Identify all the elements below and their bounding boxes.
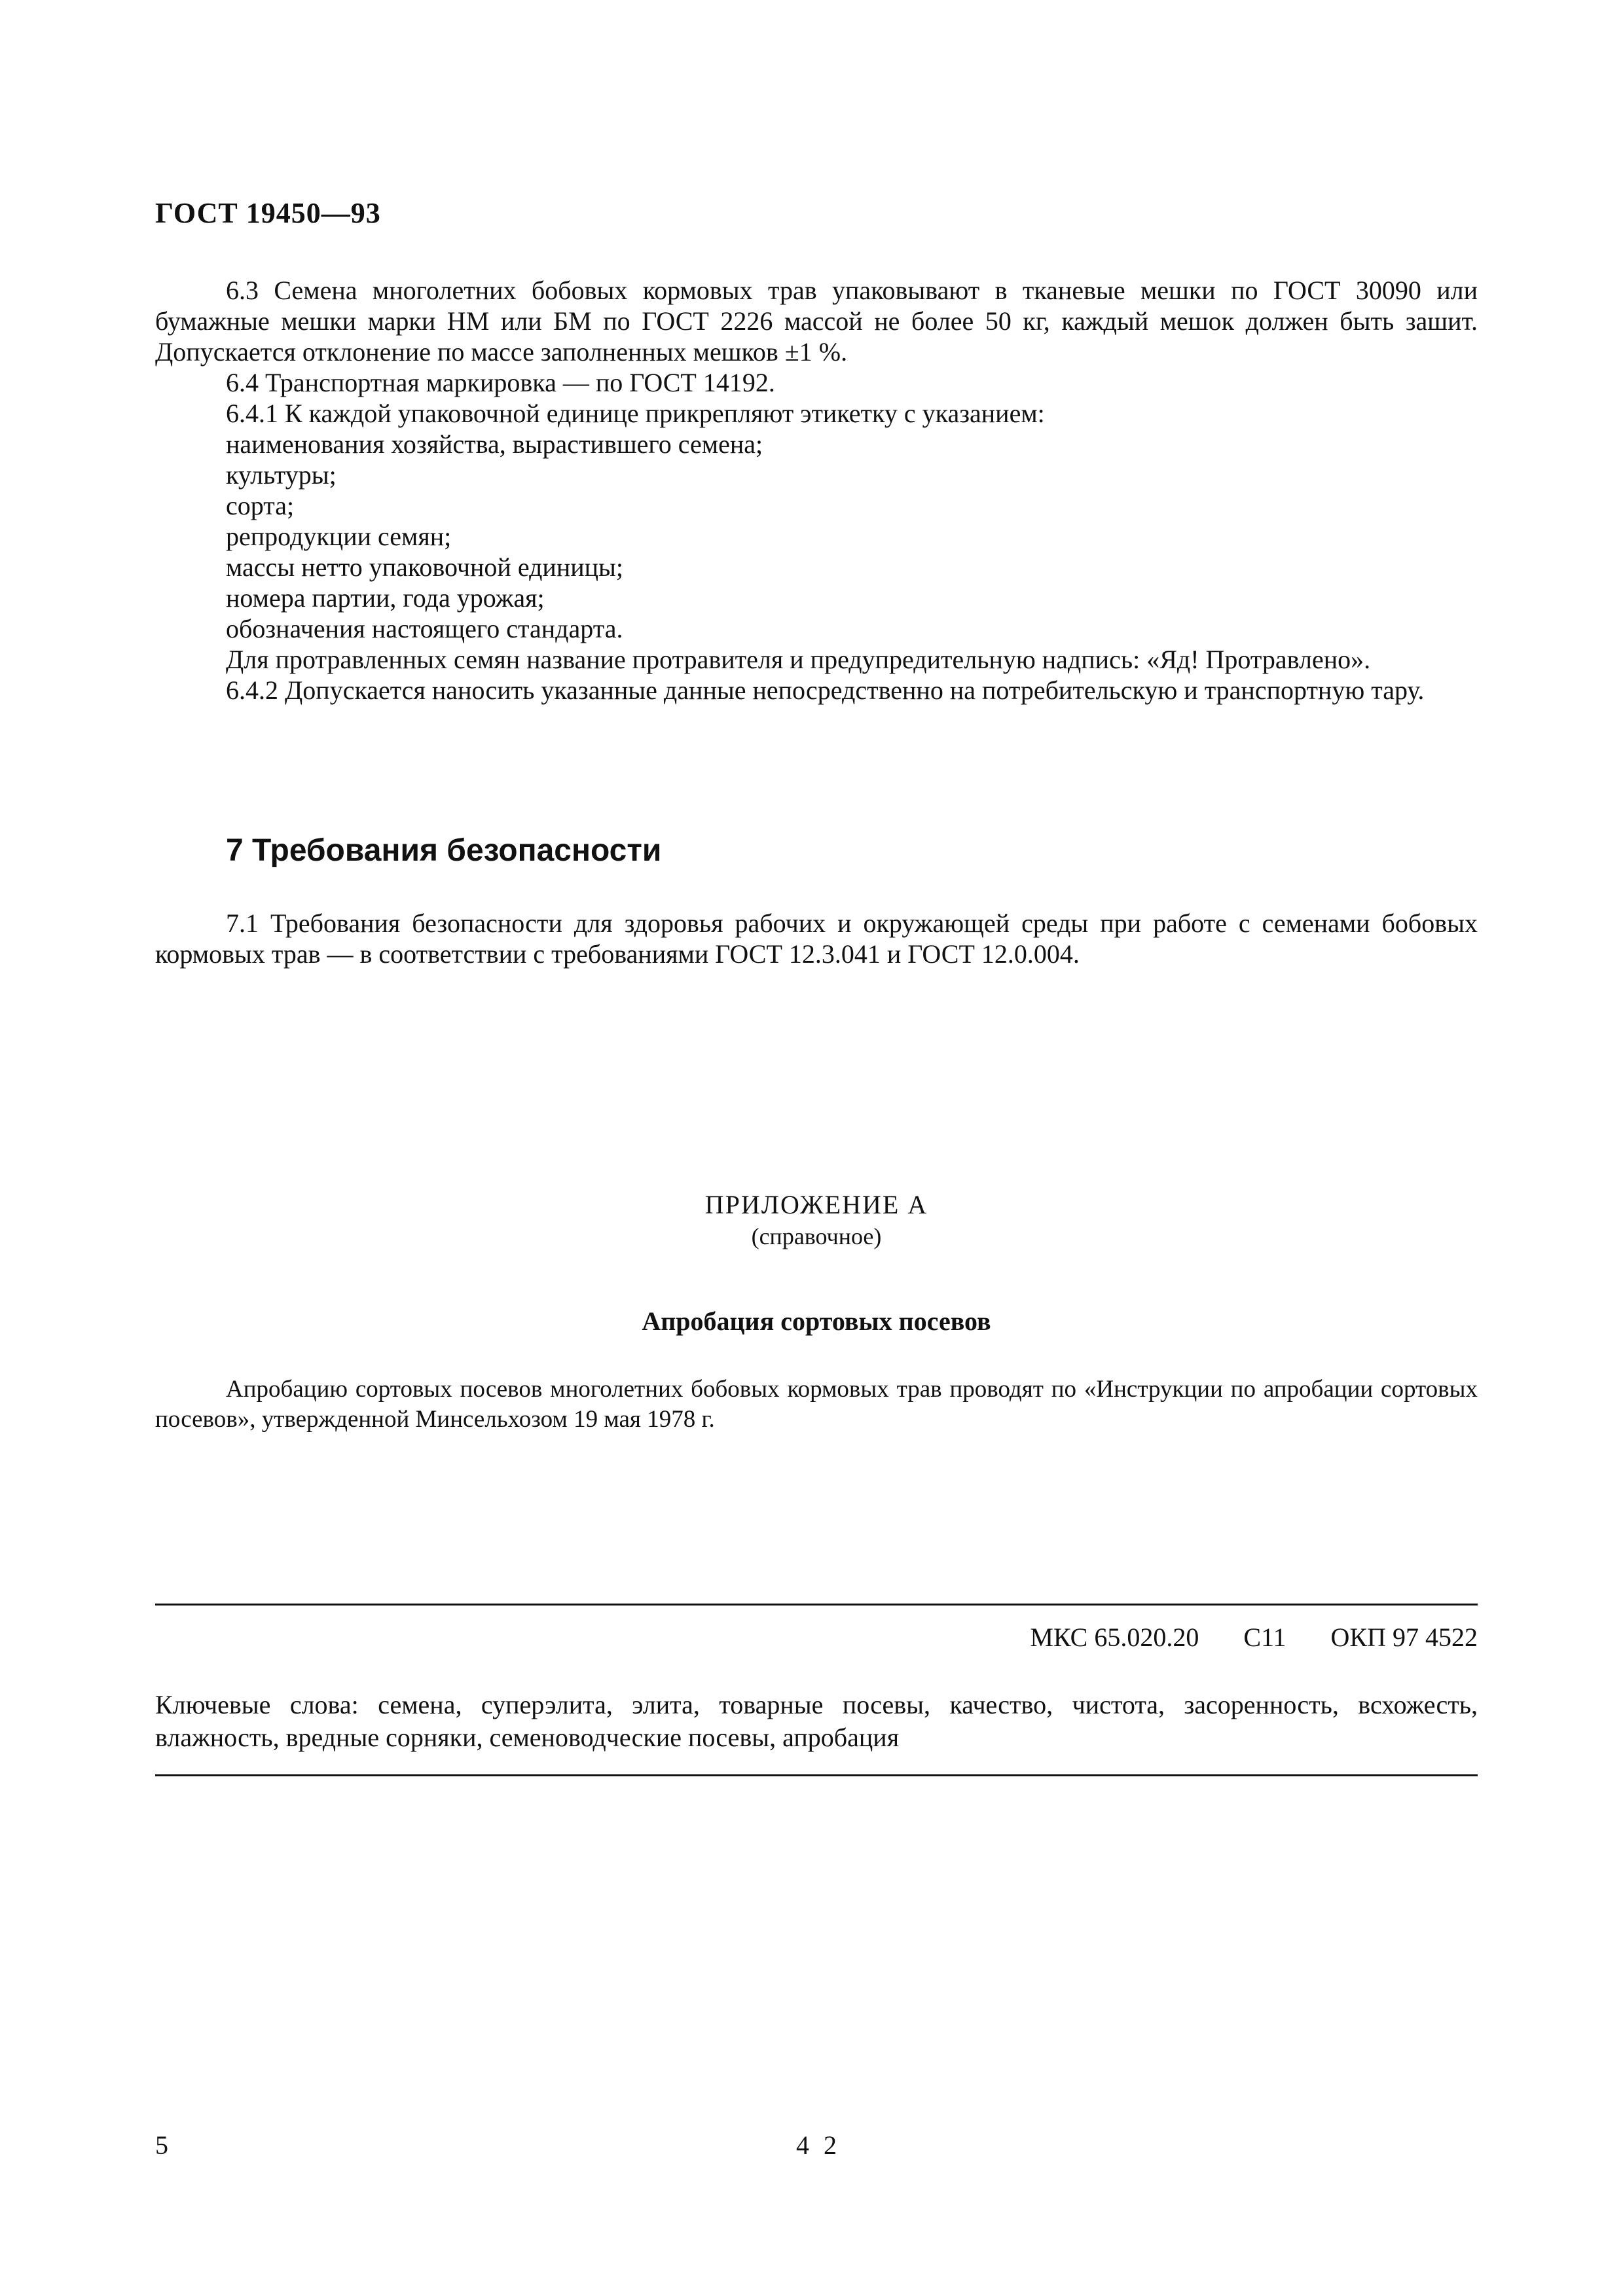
section-7-title: 7 Требования безопасности [226,833,662,868]
paragraph-7-1: 7.1 Требования безопасности для здоровья рабочих и окружающей среды при работе с семенами бобовых кормовых трав — в соответствии с требованиями ГОСТ 12.3.041 и ГОСТ 12.0.004. [155,908,1478,969]
classification-codes [1030,1622,1478,1653]
keywords-text: Ключевые слова: семена, суперэлита, элита, товарные посевы, качество, чистота, засоренность, всхожесть, влажность, вредные сорняки, семеноводческие посевы, апробация [155,1690,1478,1752]
label-item: массы нетто упаковочной единицы; [226,552,624,582]
paragraph-6-4: 6.4 Транспортная маркировка — по ГОСТ 14192. [226,368,775,397]
footer-divider-top [155,1604,1478,1605]
mks-code: МКС 65.020.20 [1030,1623,1199,1652]
section-6-body [155,275,1478,706]
c-code: С11 [1243,1623,1286,1652]
appendix-heading: Апробация сортовых посевов [642,1306,991,1336]
footer-divider-bottom [155,1774,1478,1776]
appendix-body [155,1374,1478,1435]
section-7-body [155,908,1478,969]
label-item: культуры; [226,460,337,490]
label-item: номера партии, года урожая; [226,583,545,613]
document-header: ГОСТ 19450—93 [155,197,381,229]
paragraph-treated-seeds: Для протравленных семян название протравителя и предупредительную надпись: «Яд! Протравлено». [226,645,1371,674]
label-item: сорта; [226,491,295,520]
paragraph-6-3: 6.3 Семена многолетних бобовых кормовых трав упаковывают в тканевые мешки по ГОСТ 30090 или бумажные мешки марки НМ или БМ по ГОСТ 2226 массой не более 50 кг, каждый мешок должен быть зашит. Допускается отклонение по массе заполненных мешков ±1 %. [155,276,1478,367]
appendix-title: ПРИЛОЖЕНИЕ А [704,1190,928,1219]
okp-code: ОКП 97 4522 [1330,1623,1478,1652]
label-item: наименования хозяйства, вырастившего семена; [226,429,763,459]
page-center-mark: 4 2 [796,2130,841,2160]
paragraph-6-4-1: 6.4.1 К каждой упаковочной единице прикрепляют этикетку с указанием: [226,399,1045,428]
keywords-block [155,1689,1478,1754]
label-item: репродукции семян; [226,522,452,551]
page-number: 5 [155,2130,168,2160]
label-item: обозначения настоящего стандарта. [226,614,623,643]
appendix-subtitle: (справочное) [751,1223,882,1249]
paragraph-6-4-2: 6.4.2 Допускается наносить указанные данные непосредственно на потребительскую и транспортную тару. [226,675,1425,705]
appendix-paragraph: Апробацию сортовых посевов многолетних бобовых кормовых трав проводят по «Инструкции по апробации сортовых посевов», утвержденной Минсельхозом 19 мая 1978 г. [155,1376,1478,1433]
